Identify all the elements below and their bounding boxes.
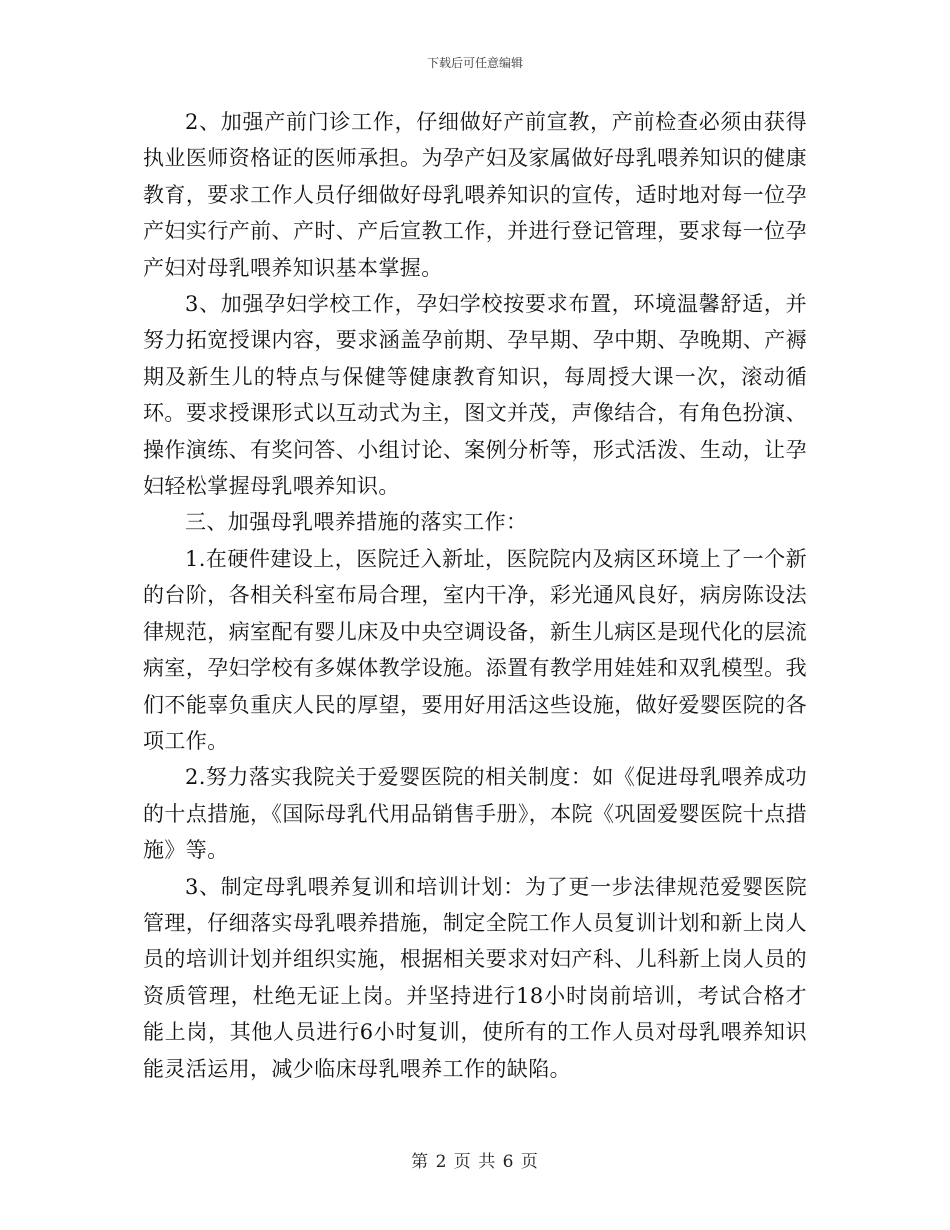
- page-number: 第 2 页 共 6 页: [411, 1152, 539, 1172]
- section-heading-breastfeeding-measures: 三、加强母乳喂养措施的落实工作：: [185, 510, 528, 535]
- page-header: 下载后可任意编辑: [426, 56, 523, 70]
- paragraph-baby-friendly-rules: 2.努力落实我院关于爱婴医院的相关制度：如《促进母乳喂养成功的十点措施，《国际母乳代用品销售手册》，本院《巩固爱婴医院十点措施》等。: [143, 765, 807, 863]
- paragraph-hardware-construction: 1.在硬件建设上，医院迁入新址，医院院内及病区环境上了一个新的台阶，各相关科室布局合理，室内干净，彩光通风良好，病房陈设法律规范，病室配有婴儿床及中央空调设备，新生儿病区是现代化的层流病室，孕妇学校有多媒体教学设施。添置有教学用娃娃和双乳模型。我们不能辜负重庆人民的厚望，要用好用活这些设施，做好爱婴医院的各项工作。: [143, 546, 807, 753]
- paragraph-pregnancy-school: 3、加强孕妇学校工作，孕妇学校按要求布置，环境温馨舒适，并努力拓宽授课内容，要求涵盖孕前期、孕早期、孕中期、孕晚期、产褥期及新生儿的特点与保健等健康教育知识，每周授大课一次，滚动循环。要求授课形式以互动式为主，图文并茂，声像结合，有角色扮演、操作演练、有奖问答、小组讨论、案例分析等，形式活泼、生动，让孕妇轻松掌握母乳喂养知识。: [143, 292, 807, 499]
- document-body: [143, 104, 807, 1087]
- paragraph-training-plan: 3、制定母乳喂养复训和培训计划：为了更一步法律规范爱婴医院管理，仔细落实母乳喂养措施，制定全院工作人员复训计划和新上岗人员的培训计划并组织实施，根据相关要求对妇产科、儿科新上岗人员的资质管理，杜绝无证上岗。并坚持进行18小时岗前培训，考试合格才能上岗，其他人员进行6小时复训，使所有的工作人员对母乳喂养知识能灵活运用，减少临床母乳喂养工作的缺陷。: [143, 874, 807, 1081]
- paragraph-prenatal-clinic: 2、加强产前门诊工作，仔细做好产前宣教，产前检查必须由获得执业医师资格证的医师承担。为孕产妇及家属做好母乳喂养知识的健康教育，要求工作人员仔细做好母乳喂养知识的宣传，适时地对每一位孕产妇实行产前、产时、产后宣教工作，并进行登记管理，要求每一位孕产妇对母乳喂养知识基本掌握。: [143, 110, 807, 280]
